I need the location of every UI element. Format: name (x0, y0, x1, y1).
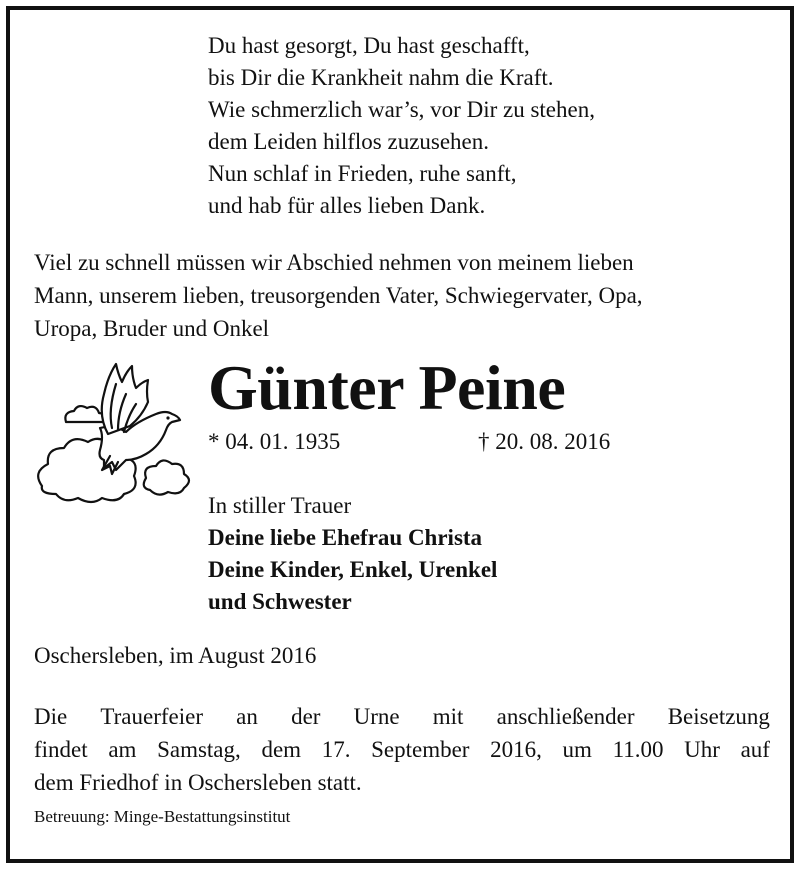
intro-line: Viel zu schnell müssen wir Abschied nehmen von meinem lieben (34, 250, 634, 275)
mourners-block (208, 490, 497, 618)
intro-text (34, 246, 770, 345)
service-word: Samstag, (157, 737, 241, 762)
mourning-heading: In stiller Trauer (208, 493, 352, 518)
service-word: anschließender (496, 704, 635, 729)
service-word: Urne (353, 704, 400, 729)
death-date: † 20. 08. 2016 (478, 429, 611, 454)
mourner-line: und Schwester (208, 589, 352, 614)
service-word: 11.00 (612, 737, 664, 762)
service-line-1 (34, 700, 770, 733)
service-word: September (371, 737, 470, 762)
deceased-name: Günter Peine (208, 352, 566, 423)
birth-date: * 04. 01. 1935 (208, 429, 341, 454)
service-word: 2016, (490, 737, 542, 762)
dove-on-clouds-icon (36, 358, 196, 506)
service-line-2 (34, 733, 770, 766)
funeral-home-credit: Betreuung: Minge-Bestattungsinstitut (34, 807, 291, 826)
poem-line: dem Leiden hilflos zuzusehen. (208, 129, 490, 154)
poem-line: Wie schmerzlich war’s, vor Dir zu stehen, (208, 97, 595, 122)
service-word: um (562, 737, 592, 762)
service-word: dem (261, 737, 302, 762)
service-word: der (291, 704, 321, 729)
service-word: an (236, 704, 258, 729)
service-word: 17. (321, 737, 351, 762)
intro-line: Mann, unserem lieben, treusorgenden Vater, Schwiegervater, Opa, (34, 283, 643, 308)
funeral-service-text (34, 700, 770, 799)
poem-line: Nun schlaf in Frieden, ruhe sanft, (208, 161, 517, 186)
poem-line: bis Dir die Krankheit nahm die Kraft. (208, 65, 554, 90)
place-date: Oschersleben, im August 2016 (34, 643, 317, 668)
service-word: Trauerfeier (100, 704, 203, 729)
mourner-line: Deine liebe Ehefrau Christa (208, 525, 483, 550)
service-word: am (108, 737, 137, 762)
service-word: auf (740, 737, 770, 762)
intro-line: Uropa, Bruder und Onkel (34, 316, 270, 341)
poem-line: und hab für alles lieben Dank. (208, 193, 486, 218)
mourner-line: Deine Kinder, Enkel, Urenkel (208, 557, 498, 582)
service-word: mit (432, 704, 464, 729)
poem-line: Du hast gesorgt, Du hast geschafft, (208, 33, 530, 58)
poem (208, 30, 595, 222)
service-word: findet (34, 737, 88, 762)
service-word: Die (34, 704, 68, 729)
service-word: Uhr (684, 737, 720, 762)
service-line-3: dem Friedhof in Oschersleben statt. (34, 770, 362, 795)
service-word: Beisetzung (667, 704, 770, 729)
